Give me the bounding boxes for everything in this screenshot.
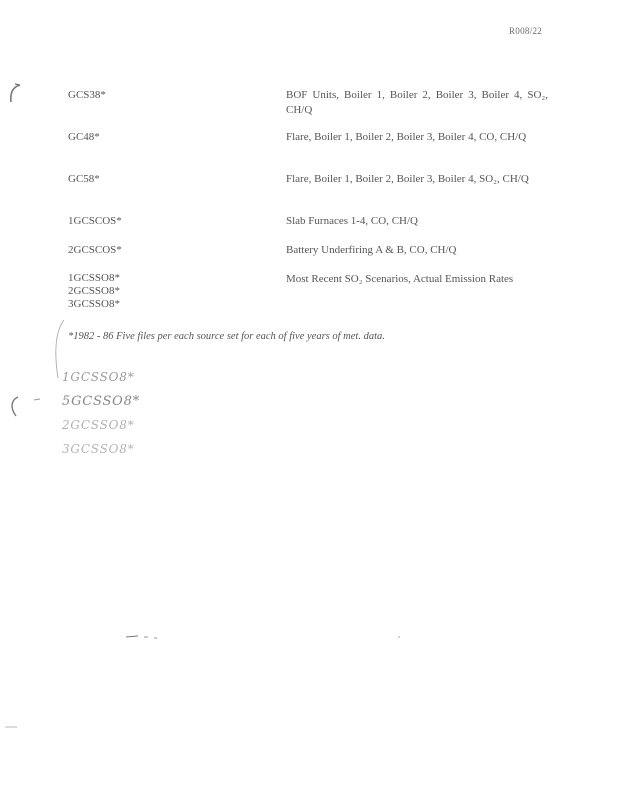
document-id: R008/22	[509, 26, 543, 36]
entry-description: Flare, Boiler 1, Boiler 2, Boiler 3, Boiler 4, SO₂, CH/Q	[286, 173, 529, 185]
entry-description: Flare, Boiler 1, Boiler 2, Boiler 3, Boiler 4, CO, CH/Q	[286, 131, 527, 143]
entry-code: GCS38*	[68, 89, 106, 101]
handwritten-note: 5GCSSO8*	[62, 394, 141, 409]
handwritten-note: 2GCSSO8*	[62, 418, 135, 432]
handwritten-note: 1GCSSO8*	[62, 370, 135, 384]
bracket-mark-middle	[4, 394, 46, 420]
group-entry-description: Most Recent SO₂ Scenarios, Actual Emission Rates	[286, 273, 514, 285]
entry-code: GC58*	[68, 173, 100, 185]
scan-speck	[396, 634, 402, 640]
entry-description: BOF Units, Boiler 1, Boiler 2, Boiler 3, Boiler 4, SO₂, CH/Q	[286, 89, 548, 116]
group-entry-codes	[68, 272, 120, 311]
group-entry-code: 2GCSSO8*	[68, 285, 120, 297]
entry-description: Battery Underfiring A & B, CO, CH/Q	[286, 244, 457, 256]
bracket-mark-top	[4, 82, 24, 106]
scan-speck	[4, 724, 20, 730]
entry-code: 1GCSCOS*	[68, 215, 122, 227]
scan-speck	[124, 632, 164, 642]
entry-description: Slab Furnaces 1-4, CO, CH/Q	[286, 215, 418, 227]
group-entry-code: 3GCSSO8*	[68, 298, 120, 310]
handwritten-note: 3GCSSO8*	[62, 442, 135, 456]
entry-code: 2GCSCOS*	[68, 244, 122, 256]
entry-code: GC48*	[68, 131, 100, 143]
footnote: *1982 - 86 Five files per each source set for each of five years of met. data.	[68, 331, 385, 342]
group-entry-code: 1GCSSO8*	[68, 272, 120, 284]
